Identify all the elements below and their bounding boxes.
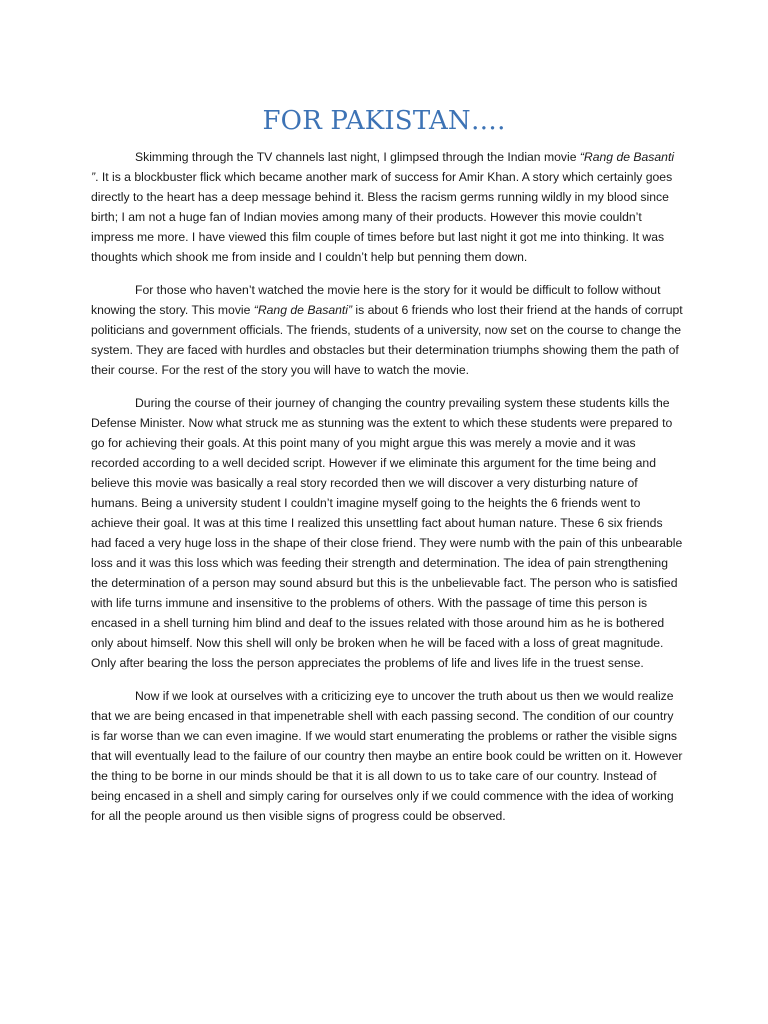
- paragraph: [91, 280, 683, 380]
- paragraph: [91, 686, 683, 826]
- paragraph-text: . It is a blockbuster flick which became another mark of success for Amir Khan. A story which certainly goes directly to the heart has a deep message behind it. Bless the racism germs running wildly in my blood since birth; I am not a huge fan of Indian movies among many of their products. However this movie couldn’t impress me more. I have viewed this film couple of times before but last night it got me into thinking. It was thoughts which shook me from inside and I couldn’t help but penning them down.: [91, 170, 673, 264]
- page-title: FOR PAKISTAN….: [262, 106, 506, 136]
- paragraph-text: For those who haven’t watched the movie here is the story for it would be difficult to follow without knowing the story. This movie: [91, 283, 661, 317]
- paragraph: [91, 393, 683, 673]
- paragraph-text: is about 6 friends who lost their friend at the hands of corrupt politicians and government officials. The friends, students of a university, now set on the course to change the system. They are faced with hurdles and obstacles but their determination triumphs showing them the path of their course. For the rest of the story you will have to watch the movie.: [91, 303, 683, 377]
- article-body: [91, 147, 683, 826]
- paragraph-text: During the course of their journey of changing the country prevailing system these students kills the Defense Minister. Now what struck me as stunning was the extent to which these students were prepared to go for achieving their goals. At this point many of you might argue this was merely a movie and it was recorded according to a well decided script. However if we eliminate this argument for the time being and believe this movie was basically a real story recorded then we will discover a very disturbing nature of humans. Being a university student I couldn’t imagine myself going to the heights the 6 friends went to achieve their goal. It was at this time I realized this unsettling fact about human nature. These 6 six friends had faced a very huge loss in the shape of their close friend. They were numb with the pain of this unbearable loss and it was this loss which was feeding their strength and determination. The idea of pain strengthening the determination of a person may sound absurd but this is the unbelievable fact. The person who is satisfied with life turns immune and insensitive to the problems of others. With the passage of time this person is encased in a shell turning him blind and deaf to the issues related with those around him as he is bothered only about himself. Now this shell will only be broken when he will be faced with a loss of great magnitude. Only after bearing the loss the person appreciates the problems of life and lives life in the truest sense.: [91, 396, 683, 670]
- paragraph-text: Now if we look at ourselves with a criticizing eye to uncover the truth about us then we would realize that we are being encased in that impenetrable shell with each passing second. The condition of our country is far worse than we can even imagine. If we would start enumerating the problems or rather the visible signs that will eventually lead to the failure of our country then maybe an entire book could be written on it. However the thing to be borne in our minds should be that it is all down to us to take care of our country. Instead of being encased in a shell and simply caring for ourselves only if we could commence with the idea of working for all the people around us then visible signs of progress could be observed.: [91, 689, 683, 823]
- paragraph-text: Skimming through the TV channels last night, I glimpsed through the Indian movie: [135, 150, 580, 164]
- movie-title: “Rang de Basanti”: [253, 303, 353, 317]
- movie-title: “Rang de Basanti ”: [91, 150, 675, 184]
- paragraph: [91, 147, 683, 267]
